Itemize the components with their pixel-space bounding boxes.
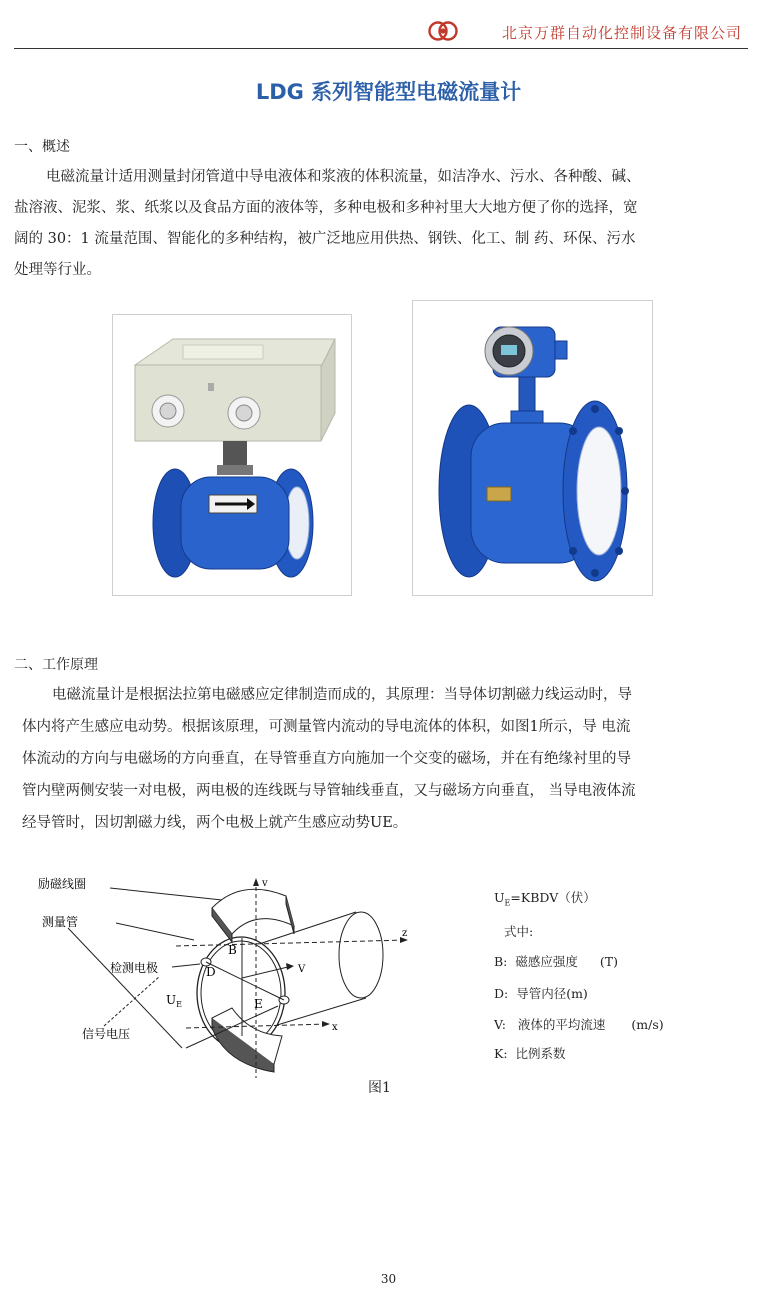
page-number: 30	[380, 1272, 397, 1286]
principle-line-2: 体内将产生感应电动势。根据该原理，可测量管内流动的导电流体的体积，如图1所示，导 电流	[22, 719, 631, 735]
label-tube: 测量管	[42, 915, 79, 929]
magnetic-flow-diagram	[36, 868, 436, 1093]
label-coil: 励磁线圈	[38, 877, 87, 891]
overview-line-4: 处理等行业。	[14, 262, 101, 278]
formula-item-b: B: 磁感应强度 (T)	[494, 954, 618, 969]
flowmeter-split-image	[113, 315, 351, 595]
page-header	[14, 14, 748, 49]
overview-line-2: 盐溶液、泥浆、浆、纸浆以及食品方面的液体等，多种电极和多种衬里大大地方便了你的选择，宽	[14, 200, 638, 216]
formula-where: 式中:	[504, 924, 534, 939]
page-title: LDG 系列智能型电磁流量计	[255, 80, 522, 104]
principle-line-4: 管内壁两侧安装一对电极，两电极的连线既与导管轴线垂直，又与磁场方向垂直， 当导电液体流	[22, 783, 636, 799]
company-logo-icon	[428, 18, 458, 44]
principle-line-3: 体流动的方向与电磁场的方向垂直，在导管垂直方向施加一个交变的磁场，并在有绝缘衬里的导	[22, 751, 631, 767]
label-v-axis: v	[262, 878, 268, 889]
formula-item-d: D: 导管内径(m)	[494, 986, 588, 1001]
section-heading-principle: 二、工作原理	[14, 657, 98, 673]
label-b: B	[228, 943, 237, 957]
label-d: D	[206, 965, 216, 979]
label-z: z	[402, 928, 408, 939]
section-heading-overview: 一、概述	[14, 139, 70, 155]
formula-main: $U_E=KBDV$（伏）	[494, 890, 596, 908]
label-e: E	[254, 997, 263, 1011]
product-photo-integrated-type	[412, 300, 653, 596]
principle-diagram	[36, 868, 436, 1093]
figure-caption: 图1	[368, 1080, 391, 1096]
label-signal: 信号电压	[82, 1027, 131, 1041]
principle-line-1: 电磁流量计是根据法拉第电磁感应定律制造而成的，其原理：当导体切割磁力线运动时，导	[52, 687, 632, 703]
product-photo-split-type	[112, 314, 352, 596]
label-electrode: 检测电极	[110, 961, 159, 975]
formula-item-k: K: 比例系数	[494, 1046, 566, 1061]
label-v-flow: V	[298, 964, 306, 975]
flowmeter-integrated-image	[413, 301, 652, 595]
formula-item-v: V: 液体的平均流速 (m/s)	[494, 1017, 664, 1032]
overview-line-1: 电磁流量计适用测量封闭管道中导电液体和浆液的体积流量，如洁净水、污水、各种酸、碱、	[46, 169, 641, 185]
principle-line-5: 经导管时，因切割磁力线，两个电极上就产生感应动势UE。	[22, 815, 408, 831]
overview-line-3: 阔的 30：1 流量范围、智能化的多种结构，被广泛地应用供热、钢铁、化工、制 药、环保、污水	[14, 231, 636, 247]
company-name: 北京万群自动化控制设备有限公司	[501, 24, 742, 42]
label-x: x	[332, 1022, 338, 1033]
label-ue: $U_E$	[166, 993, 182, 1009]
